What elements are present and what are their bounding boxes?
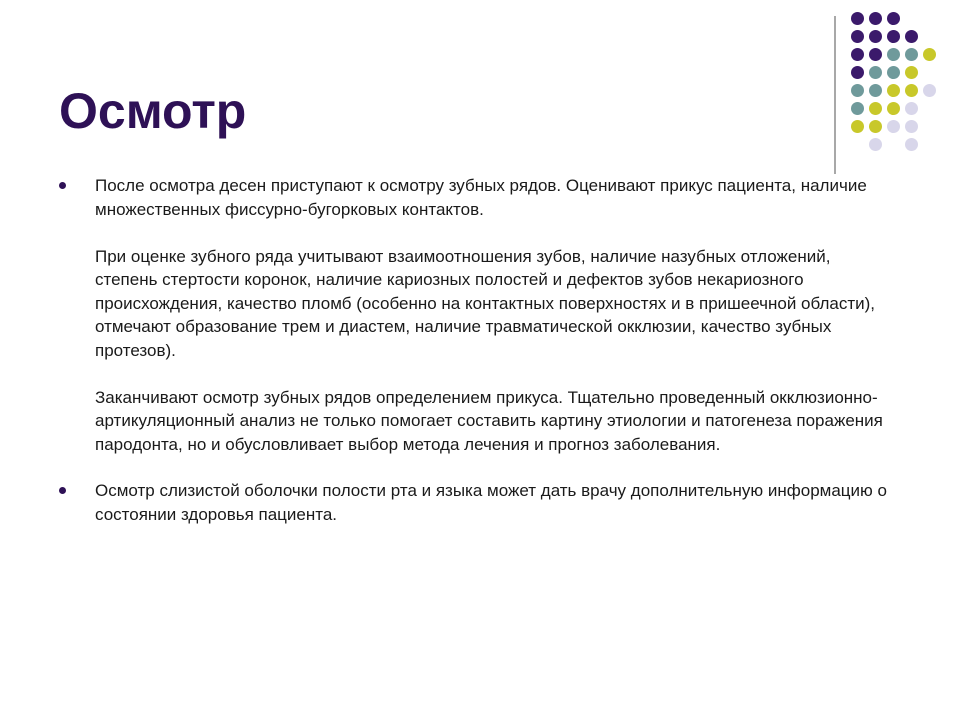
decorative-dot xyxy=(923,48,936,61)
decorative-dot xyxy=(851,66,864,79)
decorative-dot xyxy=(869,12,882,25)
decorative-dot xyxy=(869,66,882,79)
slide-content xyxy=(57,174,897,526)
decorative-dot xyxy=(905,102,918,115)
decorative-dot xyxy=(905,138,918,151)
decorative-dot xyxy=(869,30,882,43)
decorative-dot xyxy=(905,30,918,43)
decorative-dot xyxy=(869,48,882,61)
decorative-dot xyxy=(905,66,918,79)
bullet-dot-icon xyxy=(59,182,66,189)
decorative-dot xyxy=(851,30,864,43)
slide-title: Осмотр xyxy=(59,83,247,139)
decorative-dot xyxy=(887,66,900,79)
bullet-item xyxy=(57,479,897,526)
decorative-divider-line xyxy=(834,16,836,174)
decorative-dot xyxy=(905,48,918,61)
bullet-paragraph: При оценке зубного ряда учитывают взаимоотношения зубов, наличие назубных отложений, степень стертости коронок, наличие кариозных полостей и дефектов зубов некариозного происхождения, качество пломб (особенно на контактных поверхностях и в пришеечной области), отмечают образование трем и диастем, наличие травматической окклюзии, качество зубных протезов). xyxy=(95,246,876,360)
decorative-dot xyxy=(851,48,864,61)
decorative-dot xyxy=(923,84,936,97)
decorative-dot xyxy=(887,102,900,115)
decorative-dot xyxy=(887,84,900,97)
decorative-dot xyxy=(887,120,900,133)
bullet-dot-icon xyxy=(59,487,66,494)
decorative-dot xyxy=(869,120,882,133)
decorative-dot xyxy=(869,84,882,97)
bullet-paragraph: Осмотр слизистой оболочки полости рта и языка может дать врачу дополнительную информацию о состоянии здоровья пациента. xyxy=(95,481,887,524)
decorative-dot xyxy=(905,84,918,97)
decorative-dot xyxy=(851,84,864,97)
decorative-dot xyxy=(851,120,864,133)
bullet-item xyxy=(57,174,897,456)
bullet-paragraph: Заканчивают осмотр зубных рядов определением прикуса. Тщательно проведенный окклюзионно-артикуляционный анализ не только помогает составить картину этиологии и патогенеза поражения пародонта, но и обусловливает выбор метода лечения и прогноз заболевания. xyxy=(95,387,883,454)
decorative-dot xyxy=(887,12,900,25)
decorative-dot xyxy=(887,30,900,43)
decorative-dot xyxy=(869,138,882,151)
decorative-dot xyxy=(887,48,900,61)
decorative-dot xyxy=(905,120,918,133)
decorative-dot xyxy=(851,12,864,25)
decorative-dot xyxy=(851,102,864,115)
decorative-dot-grid xyxy=(849,10,949,160)
decorative-dot xyxy=(869,102,882,115)
bullet-paragraph: После осмотра десен приступают к осмотру зубных рядов. Оценивают прикус пациента, наличие множественных фиссурно-бугорковых контактов. xyxy=(95,176,867,219)
